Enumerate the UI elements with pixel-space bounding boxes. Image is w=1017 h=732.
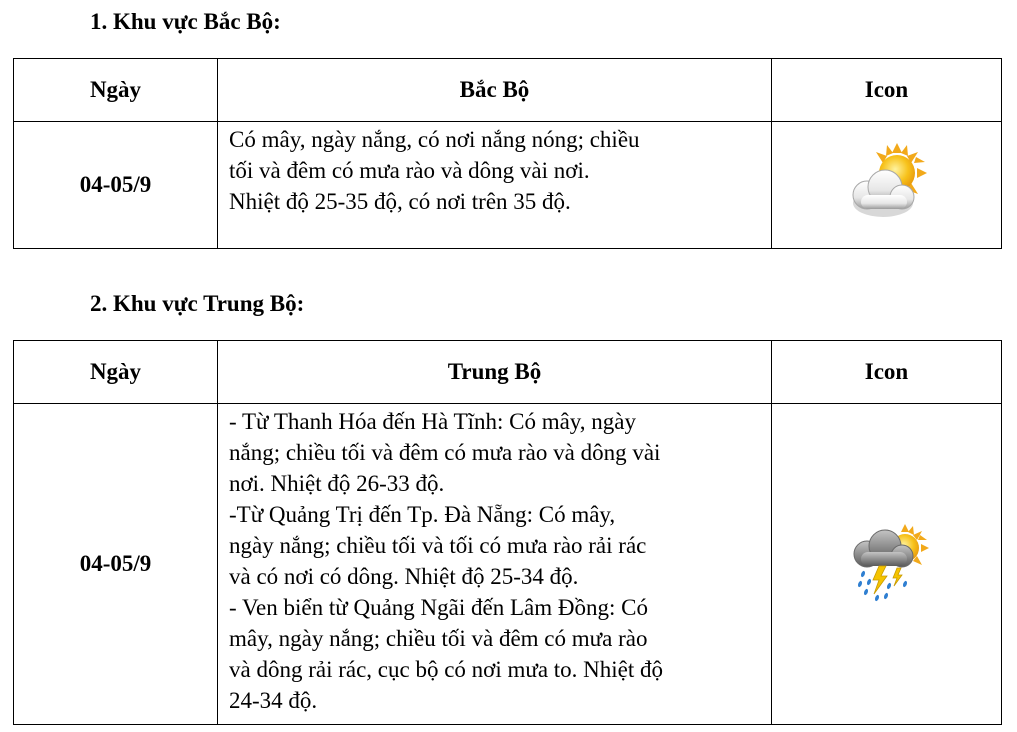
header-date: Ngày bbox=[14, 341, 218, 404]
header-icon: Icon bbox=[772, 341, 1002, 404]
forecast-date: 04-05/9 bbox=[14, 404, 218, 725]
header-region: Trung Bộ bbox=[218, 341, 772, 404]
forecast-icon-cell bbox=[772, 122, 1002, 249]
forecast-description: - Từ Thanh Hóa đến Hà Tĩnh: Có mây, ngày nắng; chiều tối và đêm có mưa rào và dông vài nơi. Nhiệt độ 26-33 độ. -Từ Quảng Trị đến Tp. Đà Nẵng: Có mây, ngày nắng; chiều tối và tối có mưa rào rải rác và có nơi có dông. Nhiệt độ 25-34 độ. - Ven biển từ Quảng Ngãi đến Lâm Đồng: Có mây, ngày nắng; chiều tối và đêm có mưa rào và dông rải rác, cục bộ có nơi mưa to. Nhiệt độ 24-34 độ. bbox=[218, 404, 772, 725]
forecast-description: Có mây, ngày nắng, có nơi nắng nóng; chiều tối và đêm có mưa rào và dông vài nơi. Nhiệt độ 25-35 độ, có nơi trên 35 độ. bbox=[218, 122, 772, 249]
forecast-table-trung-bo bbox=[13, 340, 1002, 725]
header-icon: Icon bbox=[772, 59, 1002, 122]
forecast-icon-cell bbox=[772, 404, 1002, 725]
forecast-date: 04-05/9 bbox=[14, 122, 218, 249]
header-date: Ngày bbox=[14, 59, 218, 122]
section-title-trung-bo: 2. Khu vực Trung Bộ: bbox=[90, 291, 305, 316]
table-header-row bbox=[14, 341, 1002, 404]
thunderstorm-rain-sun-icon bbox=[839, 520, 935, 604]
header-region: Bắc Bộ bbox=[218, 59, 772, 122]
table-row bbox=[14, 404, 1002, 725]
table-row bbox=[14, 122, 1002, 249]
table-header-row bbox=[14, 59, 1002, 122]
section-title-bac-bo: 1. Khu vực Bắc Bộ: bbox=[90, 9, 281, 34]
partly-cloudy-sun-icon bbox=[839, 143, 935, 223]
forecast-table-bac-bo bbox=[13, 58, 1002, 249]
